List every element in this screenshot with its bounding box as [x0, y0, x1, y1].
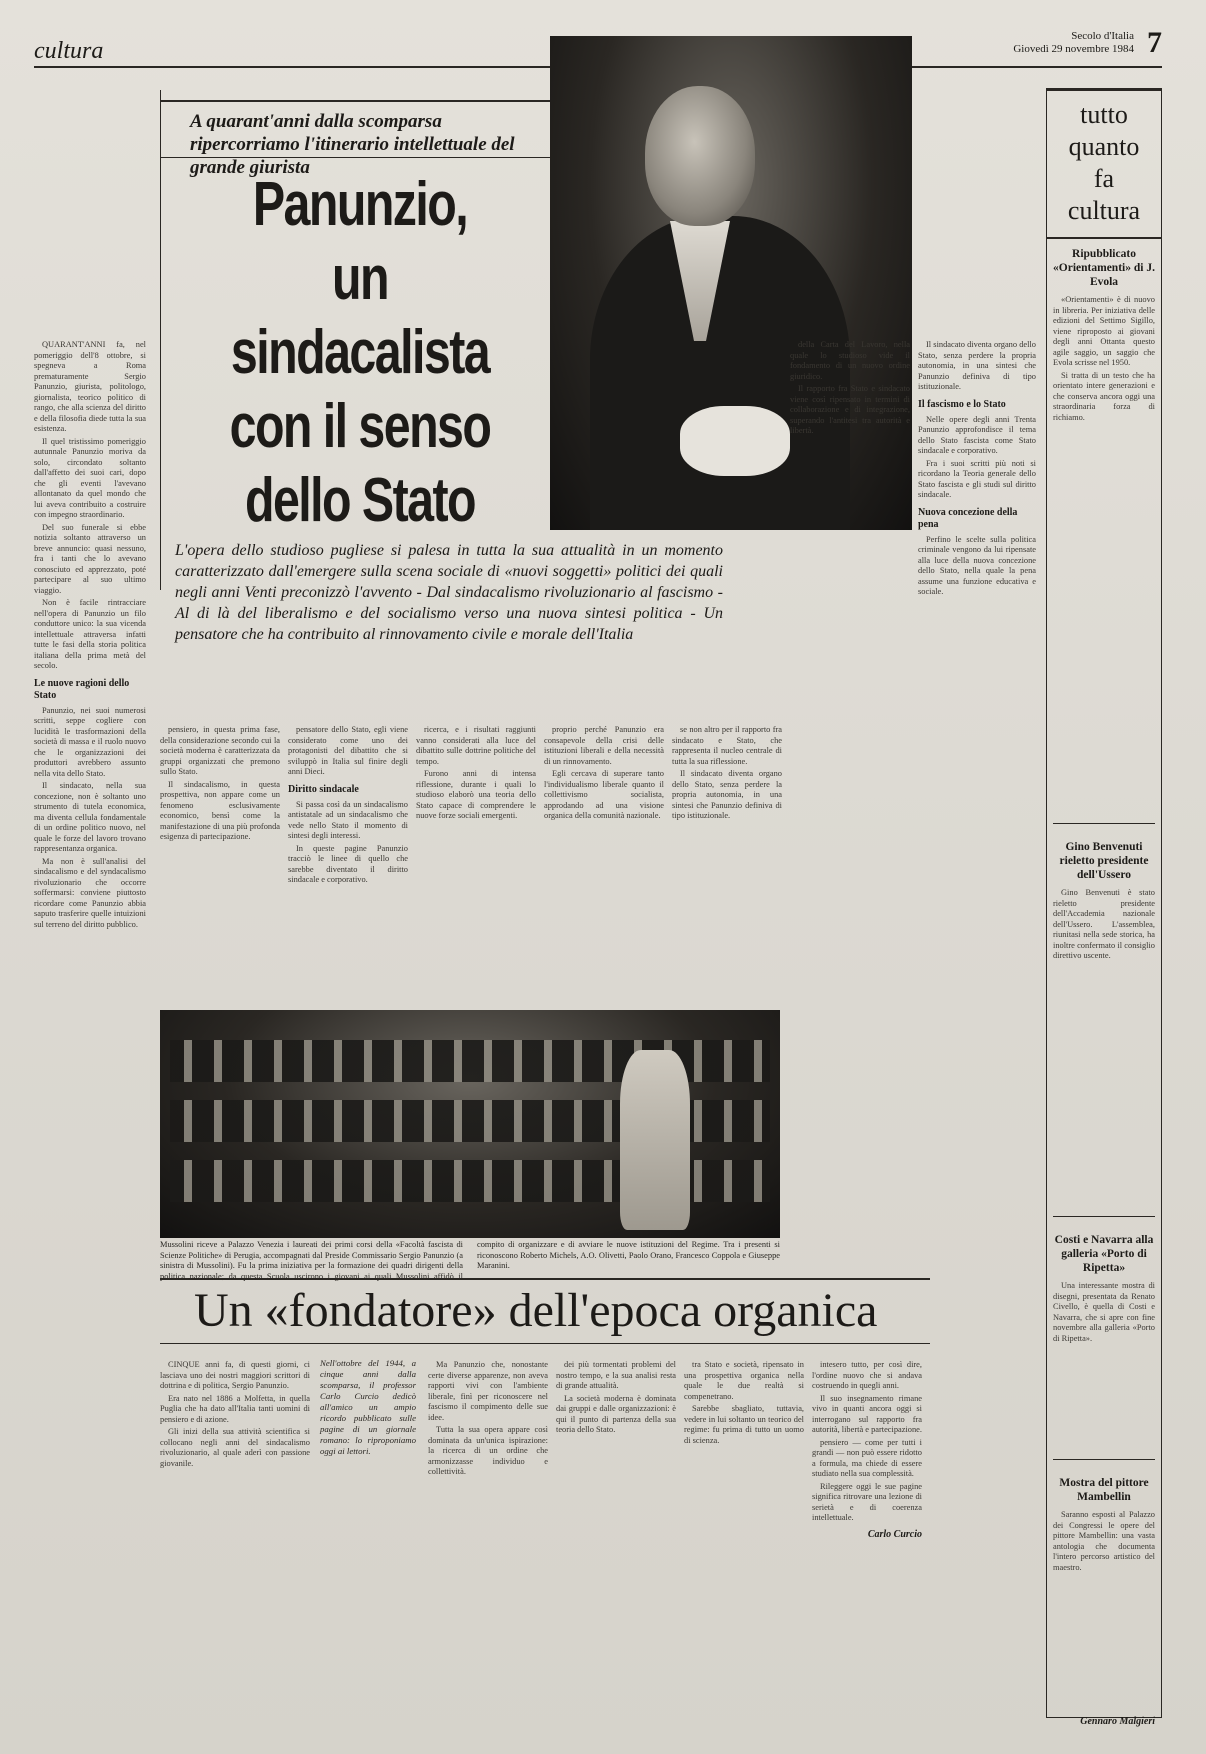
col1-paragraph: Il quel tristissimo pomeriggio autunnale Panunzio moriva da solo, circondato soltanto dall'affetto dei suoi cari, dopo che gli eventi l'avevano allontanato da quel mondo che lui aveva contribuito a costruire con impegno straordinario.	[34, 436, 146, 519]
col5-paragraph: proprio perché Panunzio era consapevole della crisi delle istituzioni liberali e della necessità di un rinnovamento.	[544, 725, 664, 766]
bottom-col5-paragraph: Il suo insegnamento rimane vivo in quanti ancora oggi si interrogano sul rapporto fra autorità, libertà e partecipazione.	[812, 1393, 922, 1434]
article-kicker: A quarant'anni dalla scomparsa ripercorriamo l'itinerario intellettuale del grande giurista	[160, 100, 550, 158]
sidebar-paragraph: Saranno esposti al Palazzo dei Congressi le opere del pittore Mambellin: una vasta antologia che documenta l'intero percorso artistico del maestro.	[1053, 1510, 1155, 1572]
group-standing-figure	[620, 1050, 690, 1230]
article-column-2	[160, 725, 280, 1005]
sidebar-divider	[1053, 1216, 1155, 1217]
sidebar-paragraph: Gino Benvenuti è stato rieletto presidente dell'Accademia nazionale dell'Ussero. L'assemblea, riunitasi nella sede storica, ha inoltre confermato il consiglio direttivo uscente.	[1053, 888, 1155, 960]
article-column-7	[790, 340, 910, 1270]
portrait-figure-hand	[680, 406, 790, 476]
col1-paragraph: Panunzio, nei suoi numerosi scritti, seppe cogliere con lucidità le trasformazioni della società di massa e il ruolo nuovo che le organizzazioni dei produttori avrebbero assunto nella vita dello Stato.	[34, 705, 146, 778]
col1-paragraph: QUARANT'ANNI fa, nel pomeriggio dell'8 ottobre, si spegneva a Roma prematuramente Sergio Panunzio, giurista, politologo, giornalista, teorico politico di rango, che alla scienza del diritto e della filosofia diede tutta la sua esistenza.	[34, 340, 146, 433]
article-column-8	[918, 340, 1036, 1270]
bottom-col1-paragraph: Era nato nel 1886 a Molfetta, in quella Puglia che ha dato all'Italia tanti uomini di pensiero e di azione.	[160, 1393, 310, 1424]
article-lead: L'opera dello studioso pugliese si palesa in tutta la sua attualità in un momento caratterizzato dall'emergere sulla scena sociale di «nuovi soggetti» politici dei quali negli anni Venti preconizzò l'avvento - Dal sindacalismo rivoluzionario al fascismo - Al di là del liberalismo e del socialismo verso una nuova sintesi politica - Un pensatore che ha contribuito al rinnovamento civile e morale dell'Italia	[175, 542, 723, 643]
col3-paragraph: pensatore dello Stato, egli viene considerato come uno dei protagonisti del dibattito che si sviluppò in Italia sul finire degli anni Dieci.	[288, 725, 408, 776]
col5-paragraph: Egli cercava di superare tanto l'individualismo liberale quanto il collettivismo socialista, approdando ad una visione organica della comunità nazionale.	[544, 769, 664, 820]
col8-paragraph: Perfino le scelte sulla politica criminale vengono da lui ripensate alla luce della nuova concezione dello Stato, nella quale la pena assume una funzione educativa e sociale.	[918, 534, 1036, 596]
portrait-figure-head	[645, 86, 755, 226]
col6-paragraph: se non altro per il rapporto fra sindacato e Stato, che rappresenta il nucleo centrale di tutta la sua riflessione.	[672, 725, 782, 766]
article-column-3	[288, 725, 408, 1005]
col8-paragraph: Fra i suoi scritti più noti si ricordano la Teoria generale dello Stato fascista e gli studi sul diritto sindacale.	[918, 458, 1036, 499]
col3-subhead: Diritto sindacale	[288, 783, 359, 795]
issue-date: Giovedì 29 novembre 1984	[1013, 43, 1134, 55]
bottom-col1-paragraph: Gli inizi della sua attività scientifica si collocano negli anni del sindacalismo rivoluzionario, al quale aderì con passione giovanile.	[160, 1427, 310, 1468]
col1-paragraph: Il sindacato, nella sua concezione, non è soltanto uno strumento di tutela economica, ma diventa cellula fondamentale di un ordine politico nuovo, nel quale le forze del lavoro trovano rappresentanza organica.	[34, 781, 146, 853]
sidebar-paragraph: Una interessante mostra di disegni, presentata da Renato Civello, è quella di Costi e Navarra, che si apre con fine novembre alla galleria «Porto di Ripetta».	[1053, 1281, 1155, 1343]
bottom-col5-paragraph: intesero tutto, per così dire, l'ordine nuovo che si andava costruendo in quegli anni.	[812, 1360, 922, 1390]
masthead-line: quanto	[1068, 132, 1140, 161]
col4-paragraph: ricerca, e i risultati raggiunti vanno considerati alla luce del dibattito sulle dottrine politiche del tempo.	[416, 725, 536, 766]
article-column-5	[544, 725, 664, 1005]
culture-sidebar	[1046, 88, 1162, 1727]
sidebar-item-title: Mostra del pittore Mambellin	[1059, 1477, 1149, 1503]
col4-paragraph: Furono anni di intensa riflessione, durante i quali lo studioso elaborò una teoria dello Stato capace di comprendere le nuove forze sociali emergenti.	[416, 769, 536, 820]
bottom-col6-paragraph: pensiero — come per tutti i grandi — non può essere ridotto a formula, ma chiede di essere studiato nella sua complessità.	[812, 1437, 922, 1478]
bottom-col3-paragraph: dei più tormentati problemi del nostro tempo, e la sua analisi resta di grande attualità.	[556, 1360, 676, 1390]
col8-subhead-pena: Nuova concezione della pena	[918, 506, 1018, 530]
bottom-col2-paragraph: Ma Panunzio che, nonostante certe diverse apparenze, non aveva rapporti vivi con l'ambiente liberale, finì per riconoscere nel fascismo il compimento delle sue idee.	[428, 1360, 548, 1422]
sidebar-item-title: Ripubblicato «Orientamenti» di J. Evola	[1053, 248, 1155, 288]
sidebar-masthead	[1047, 91, 1161, 239]
col2-paragraph: Il sindacalismo, in questa prospettiva, non appare come un fenomeno esclusivamente economico, bensì come la manifestazione di una più profonda esigenza di partecipazione.	[160, 779, 280, 841]
col1-paragraph: Non è facile rintracciare nell'opera di Panunzio un filo conduttore unico: la sua vicenda intellettuale attraversa infatti tutte le fasi della storia politica italiana della prima metà del secolo.	[34, 598, 146, 670]
sidebar-paragraph: «Orientamenti» è di nuovo in libreria. Per iniziativa delle edizioni del Settimo Sigillo, viene riproposto ai giovani degli anni Ottanta questo agile saggio, un saggio che Evola scrisse nel 1950.	[1053, 295, 1155, 367]
group-photo	[160, 1010, 780, 1238]
col8-subhead-fascismo: Il fascismo e lo Stato	[918, 398, 1006, 410]
col1-subhead: Le nuove ragioni dello Stato	[34, 677, 130, 701]
col6-paragraph: Il sindacato diventa organo dello Stato, senza perdere la propria autonomia, in una sintesi che Panunzio definiva di tipo istituzionale.	[672, 769, 782, 820]
masthead-line: cultura	[1067, 196, 1141, 225]
col7-paragraph: Il rapporto fra Stato e sindacato viene così ripensato in termini di collaborazione e di integrazione, superando l'antitesi tra autorità e libertà.	[790, 384, 910, 435]
sidebar-paragraph: Si tratta di un testo che ha orientato intere generazioni e che conserva ancora oggi una straordinaria forza di richiamo.	[1053, 370, 1155, 422]
sidebar-item-title: Costi e Navarra alla galleria «Porto di Ripetta»	[1054, 1234, 1154, 1274]
article-column-1	[34, 340, 146, 1740]
col1-paragraph: Del suo funerale si ebbe notizia soltanto attraverso un breve annuncio: quasi nessuno, fra i tanti che lo avevano conosciuto ed apprezzato, poté partecipare al suo ultimo viaggio.	[34, 522, 146, 595]
sidebar-signature: Gennaro Malgieri	[1080, 1716, 1155, 1727]
bottom-col1-paragraph: CINQUE anni fa, di questi giorni, ci lasciava uno dei nostri maggiori scrittori di dottrina e di politica, Sergio Panunzio.	[160, 1360, 310, 1390]
section-label: cultura	[34, 38, 104, 64]
bottom-intro: Nell'ottobre del 1944, a cinque anni dalla scomparsa, il professor Carlo Curcio dedicò all'amico un ampio ricordo pubblicato sulle pagine di un giornale romano: lo riproponiamo oggi ai lettori.	[320, 1358, 416, 1456]
bottom-col4-paragraph: tra Stato e società, ripensato in una prospettiva organica nella quale le due realtà si compenetrano.	[684, 1360, 804, 1401]
col3-paragraph: In queste pagine Panunzio tracciò le linee di quello che sarebbe diventato il diritto sindacale e corporativo.	[288, 843, 408, 884]
bottom-article-headline: Un «fondatore» dell'epoca organica	[160, 1278, 930, 1344]
bottom-col2-paragraph: Tutta la sua opera appare così dominata da un'unica ispirazione: la ricerca di un ordine che armonizzasse individuo e collettività.	[428, 1425, 548, 1476]
bottom-column-2	[428, 1360, 548, 1730]
bottom-column-4	[684, 1360, 804, 1730]
col2-paragraph: pensiero, in questa prima fase, della considerazione secondo cui la società moderna è caratterizzata da gruppi organizzati che premono sullo Stato.	[160, 725, 280, 776]
col8-paragraph: Nelle opere degli anni Trenta Panunzio approfondisce il tema dello Stato fascista come Stato sindacale e corporativo.	[918, 414, 1036, 455]
masthead-info	[1013, 30, 1134, 56]
bottom-col4-paragraph: Sarebbe sbagliato, tuttavia, vedere in lui soltanto un teorico del regime: fu prima di tutto un uomo di scienza.	[684, 1404, 804, 1445]
masthead-line: tutto	[1080, 100, 1128, 129]
col3-paragraph: Si passa così da un sindacalismo antistatale ad un sindacalismo che vede nello Stato il momento di sintesi degli interessi.	[288, 799, 408, 840]
sidebar-divider	[1053, 1459, 1155, 1460]
bottom-column-1	[160, 1360, 310, 1730]
bottom-col3-paragraph: La società moderna è dominata dai gruppi e dalle organizzazioni: è qui il punto di partenza della sua teoria dello Stato.	[556, 1393, 676, 1434]
bottom-col6-paragraph: Rileggere oggi le sue pagine significa ritrovare una lezione di serietà e di coerenza intellettuale.	[812, 1481, 922, 1522]
article-column-6	[672, 725, 782, 1005]
sidebar-item-text	[1047, 295, 1161, 815]
photo-caption: Mussolini riceve a Palazzo Venezia i laureati dei primi corsi della «Facoltà fascista di Scienze Politiche» di Perugia, accompagnati dal Preside Commissario Sergio Panunzio (a sinistra di Mussolini). Fu la prima iniziativa per la formazione dei quadri dirigenti della politica nazionale; da questa Scuola uscirono i giovani ai quali Mussolini affidò il compito di organizzare e di avviare le nuove istituzioni del Regime. Tra i presenti si riconoscono Roberto Michels, A.O. Olivetti, Paolo Orano, Francesco Coppola e Giuseppe Maranini.	[160, 1240, 780, 1281]
bottom-column-5	[812, 1360, 922, 1730]
sidebar-divider	[1053, 823, 1155, 824]
sidebar-item-text	[1047, 1281, 1161, 1451]
page-number: 7	[1147, 26, 1162, 59]
col7-paragraph: della Carta del Lavoro, nella quale lo studioso vide il fondamento di un nuovo ordine giuridico.	[790, 340, 910, 381]
article-headline	[212, 168, 508, 538]
headline-line: con il senso	[229, 392, 491, 461]
sidebar-item-text	[1047, 1510, 1161, 1710]
sidebar-item-title: Gino Benvenuti rieletto presidente dell'Ussero	[1059, 841, 1149, 881]
article-column-4	[416, 725, 536, 1005]
article-signature: Carlo Curcio	[867, 1528, 922, 1540]
paper-name: Secolo d'Italia	[1071, 30, 1134, 42]
headline-line: dello Stato	[244, 466, 476, 535]
headline-line: Panunzio,	[252, 170, 468, 239]
col1-paragraph: Ma non è sull'analisi del sindacalismo e del syndacalismo rivoluzionario che occorre soffermarsi: conviene piuttosto ricordare come Panunzio abbia saputo trasferire quelle intuizioni sul terreno del diritto pubblico.	[34, 856, 146, 929]
headline-line: un sindacalista	[230, 244, 490, 387]
sidebar-item-text	[1047, 888, 1161, 1208]
bottom-column-3	[556, 1360, 676, 1730]
col8-paragraph: Il sindacato diventa organo dello Stato, senza perdere la propria autonomia, in una sintesi che Panunzio definiva di tipo istituzionale.	[918, 340, 1036, 391]
masthead-line: fa	[1093, 164, 1115, 193]
